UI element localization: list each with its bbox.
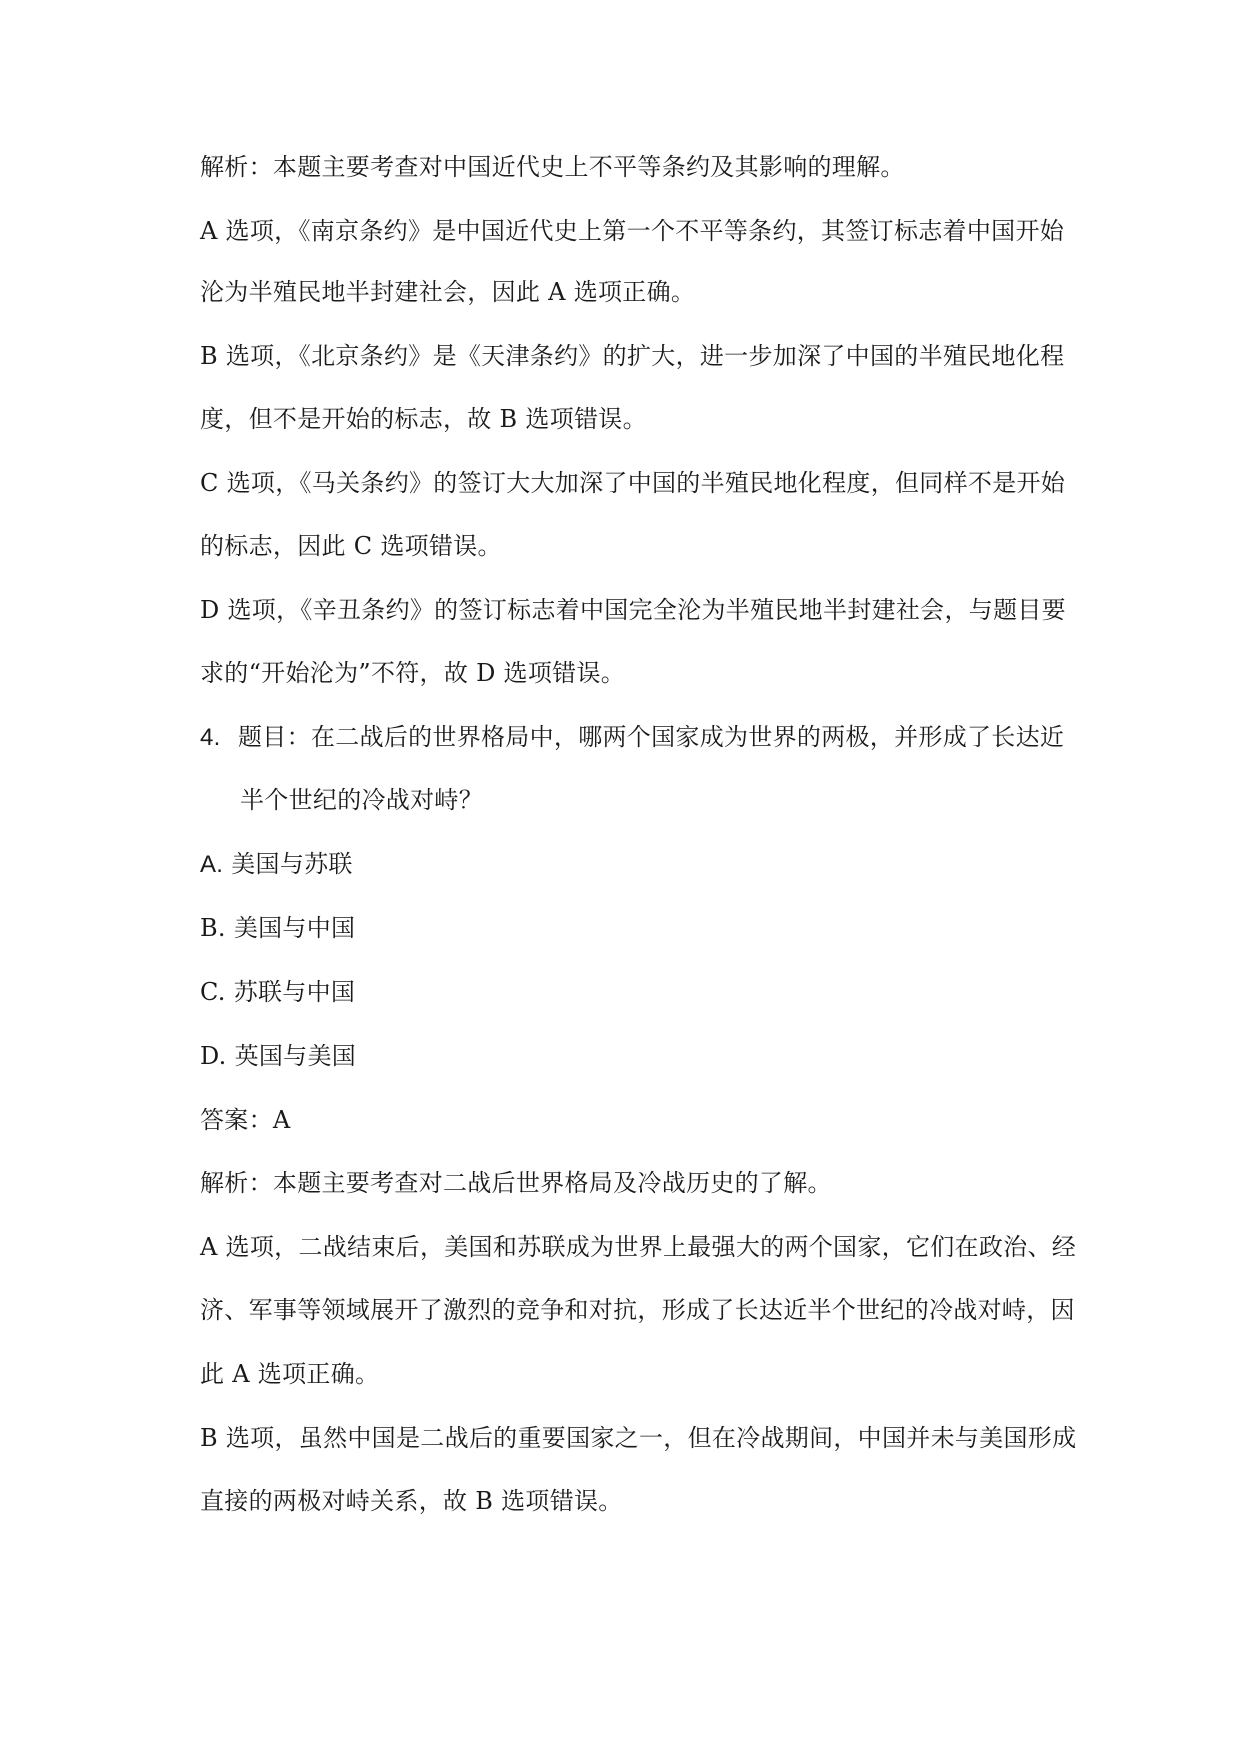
analysis-option-d-line-2: 求的“开始沦为”不符，故 D 选项错误。 bbox=[200, 659, 626, 687]
analysis-option-a-line-1: A 选项，《南京条约》是中国近代史上第一个不平等条约，其签订标志着中国开始 bbox=[200, 217, 1065, 245]
option-letter: C. bbox=[200, 978, 226, 1006]
option-c bbox=[200, 972, 1080, 1012]
analysis-q4-option-b-line-1: B 选项，虽然中国是二战后的重要国家之一，但在冷战期间，中国并未与美国形成 bbox=[200, 1424, 1077, 1452]
option-text: 美国与中国 bbox=[233, 914, 356, 942]
analysis-option-d-line-1: D 选项，《辛丑条约》的签订标志着中国完全沦为半殖民地半封建社会，与题目要 bbox=[200, 596, 1066, 624]
question-stem-text: 题目：在二战后的世界格局中，哪两个国家成为世界的两极，并形成了长达近 bbox=[238, 723, 1065, 751]
analysis-option-b-line-1: B 选项，《北京条约》是《天津条约》的扩大，进一步加深了中国的半殖民地化程 bbox=[200, 342, 1065, 370]
option-d bbox=[200, 1036, 1080, 1076]
analysis-q4-option-b-line-2: 直接的两极对峙关系，故 B 选项错误。 bbox=[200, 1487, 623, 1515]
option-b bbox=[200, 908, 1080, 948]
option-letter: B. bbox=[200, 914, 226, 942]
analysis-q4-option-a-line-2: 济、军事等领域展开了激烈的竞争和对抗，形成了长达近半个世纪的冷战对峙，因 bbox=[200, 1296, 1075, 1324]
analysis-option-a-line-2: 沦为半殖民地半封建社会，因此 A 选项正确。 bbox=[200, 278, 696, 306]
question-4-stem-line-2: 半个世纪的冷战对峙？ bbox=[240, 786, 483, 814]
question-4-stem-line-1 bbox=[200, 717, 1080, 757]
option-letter: D. bbox=[200, 1042, 227, 1070]
analysis-q4-option-a-line-3: 此 A 选项正确。 bbox=[200, 1360, 380, 1388]
option-a bbox=[200, 844, 1080, 884]
analysis-option-b-line-2: 度，但不是开始的标志，故 B 选项错误。 bbox=[200, 405, 647, 433]
analysis-intro-q3: 解析：本题主要考查对中国近代史上不平等条约及其影响的理解。 bbox=[200, 153, 905, 181]
option-letter: A. bbox=[200, 851, 224, 878]
option-text: 美国与苏联 bbox=[231, 850, 353, 878]
analysis-q4-option-a-line-1: A 选项，二战结束后，美国和苏联成为世界上最强大的两个国家，它们在政治、经 bbox=[200, 1233, 1077, 1261]
answer: 答案：A bbox=[200, 1106, 291, 1134]
question-number: 4. bbox=[200, 724, 221, 751]
analysis-option-c-line-2: 的标志，因此 C 选项错误。 bbox=[200, 532, 502, 560]
analysis-intro-q4: 解析：本题主要考查对二战后世界格局及冷战历史的了解。 bbox=[200, 1169, 832, 1197]
analysis-option-c-line-1: C 选项，《马关条约》的签订大大加深了中国的半殖民地化程度，但同样不是开始 bbox=[200, 469, 1066, 497]
option-text: 英国与美国 bbox=[234, 1042, 357, 1070]
option-text: 苏联与中国 bbox=[233, 978, 356, 1006]
